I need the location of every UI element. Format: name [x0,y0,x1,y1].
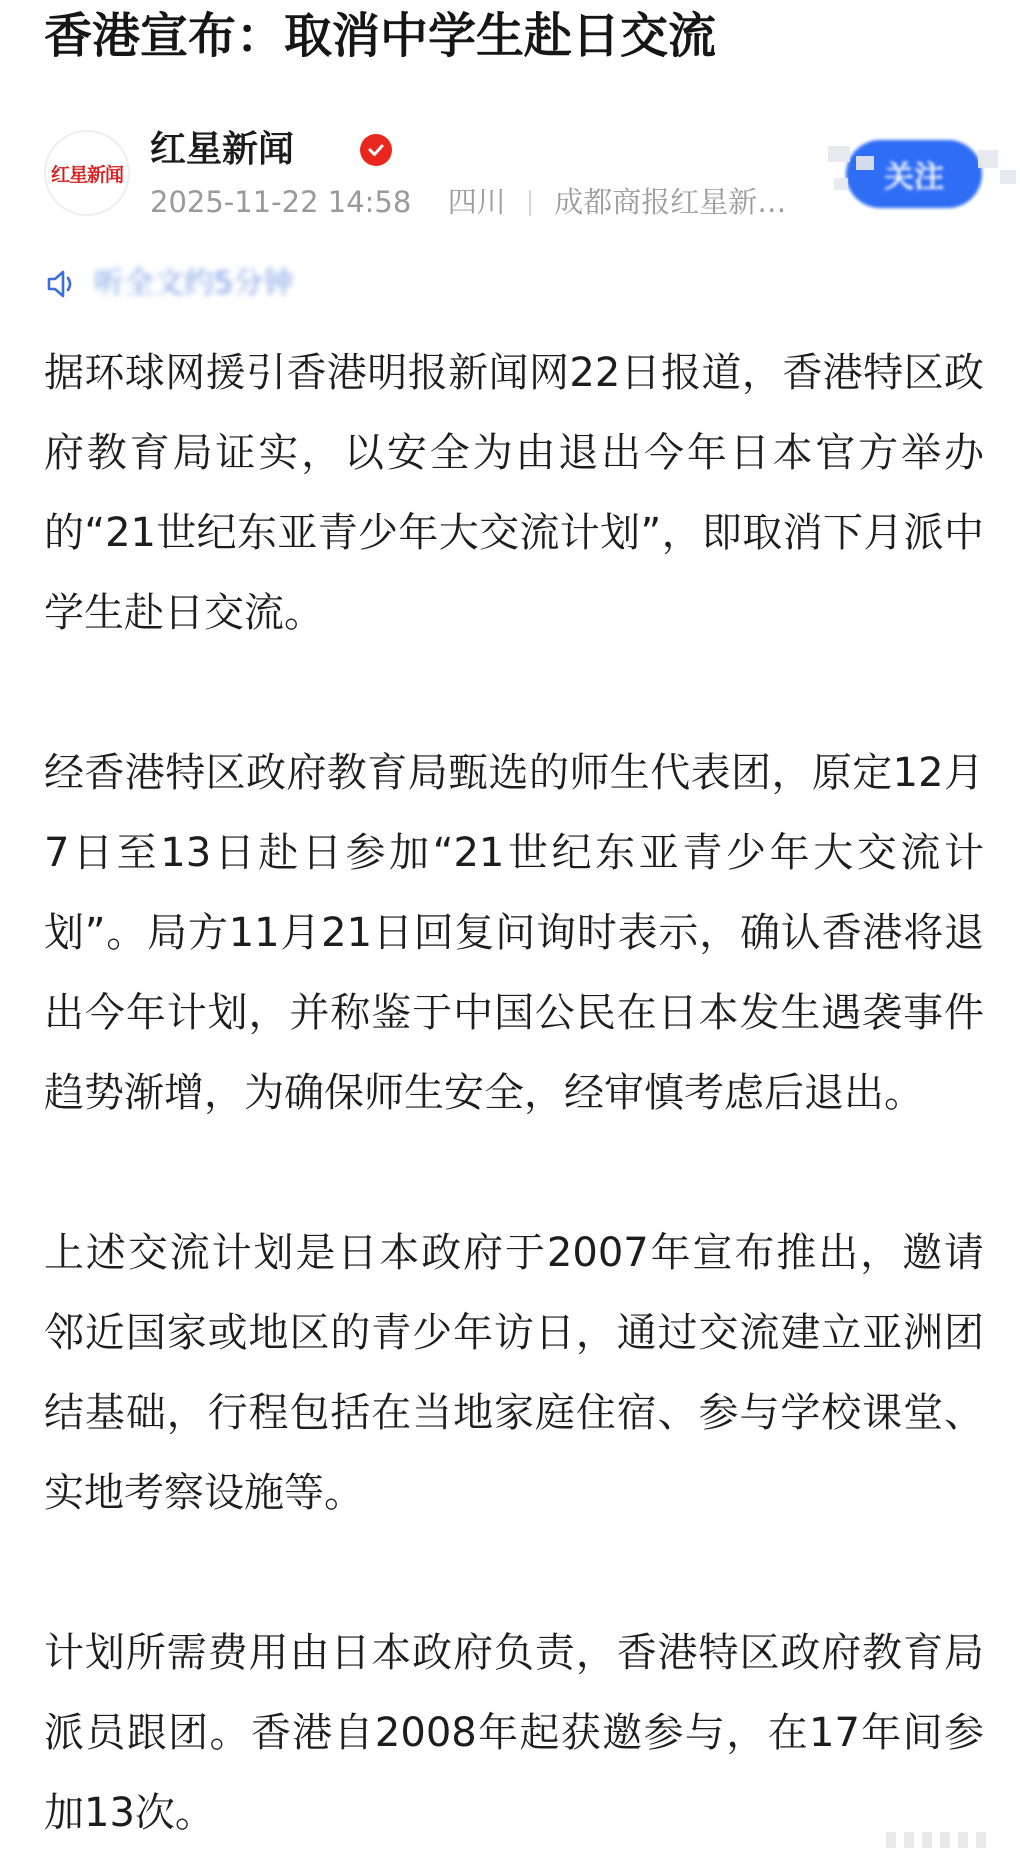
follow-mosaic-overlay [828,146,1018,196]
post-source: 成都商报红星新… [554,185,787,219]
listen-duration-label: 听全文约5分钟 [94,266,294,301]
verified-check-icon [360,134,392,166]
bottom-mosaic-strip [886,1832,1006,1848]
author-avatar[interactable] [44,130,130,216]
paragraph: 上述交流计划是日本政府于2007年宣布推出，邀请邻近国家或地区的青少年访日，通过交流建立亚洲团结基础，行程包括在当地家庭住宿、参与学校课堂、实地考察设施等。 [44,1230,984,1516]
author-name[interactable]: 红星新闻 [150,129,295,170]
speaker-icon [44,266,80,302]
article-body [44,333,984,1853]
paragraph: 经香港特区政府教育局甄选的师生代表团，原定12月7日至13日赴日参加“21世纪东亚青少年大交流计划”。局方11月21日回复问询时表示，确认香港将退出今年计划，并称鉴于中国公民在日本发生遇袭事件趋势渐增，为确保师生安全，经审慎考虑后退出。 [44,750,984,1116]
post-date: 2025-11-22 14:58 [150,185,412,219]
article-title: 香港宣布：取消中学生赴日交流 [44,8,717,64]
post-meta [150,182,786,222]
follow-button[interactable]: 关注 [846,140,982,208]
avatar-logo: 红星新闻 [50,163,123,186]
meta-divider [529,190,531,216]
paragraph: 计划所需费用由日本政府负责，香港特区政府教育局派员跟团。香港自2008年起获邀参与，在17年间参加13次。 [44,1630,984,1836]
paragraph: 据环球网援引香港明报新闻网22日报道，香港特区政府教育局证实，以安全为由退出今年日本官方举办的“21世纪东亚青少年大交流计划”，即取消下月派中学生赴日交流。 [44,350,984,636]
author-header [44,126,984,226]
post-location: 四川 [447,185,506,219]
listen-audio-control[interactable] [44,262,404,306]
